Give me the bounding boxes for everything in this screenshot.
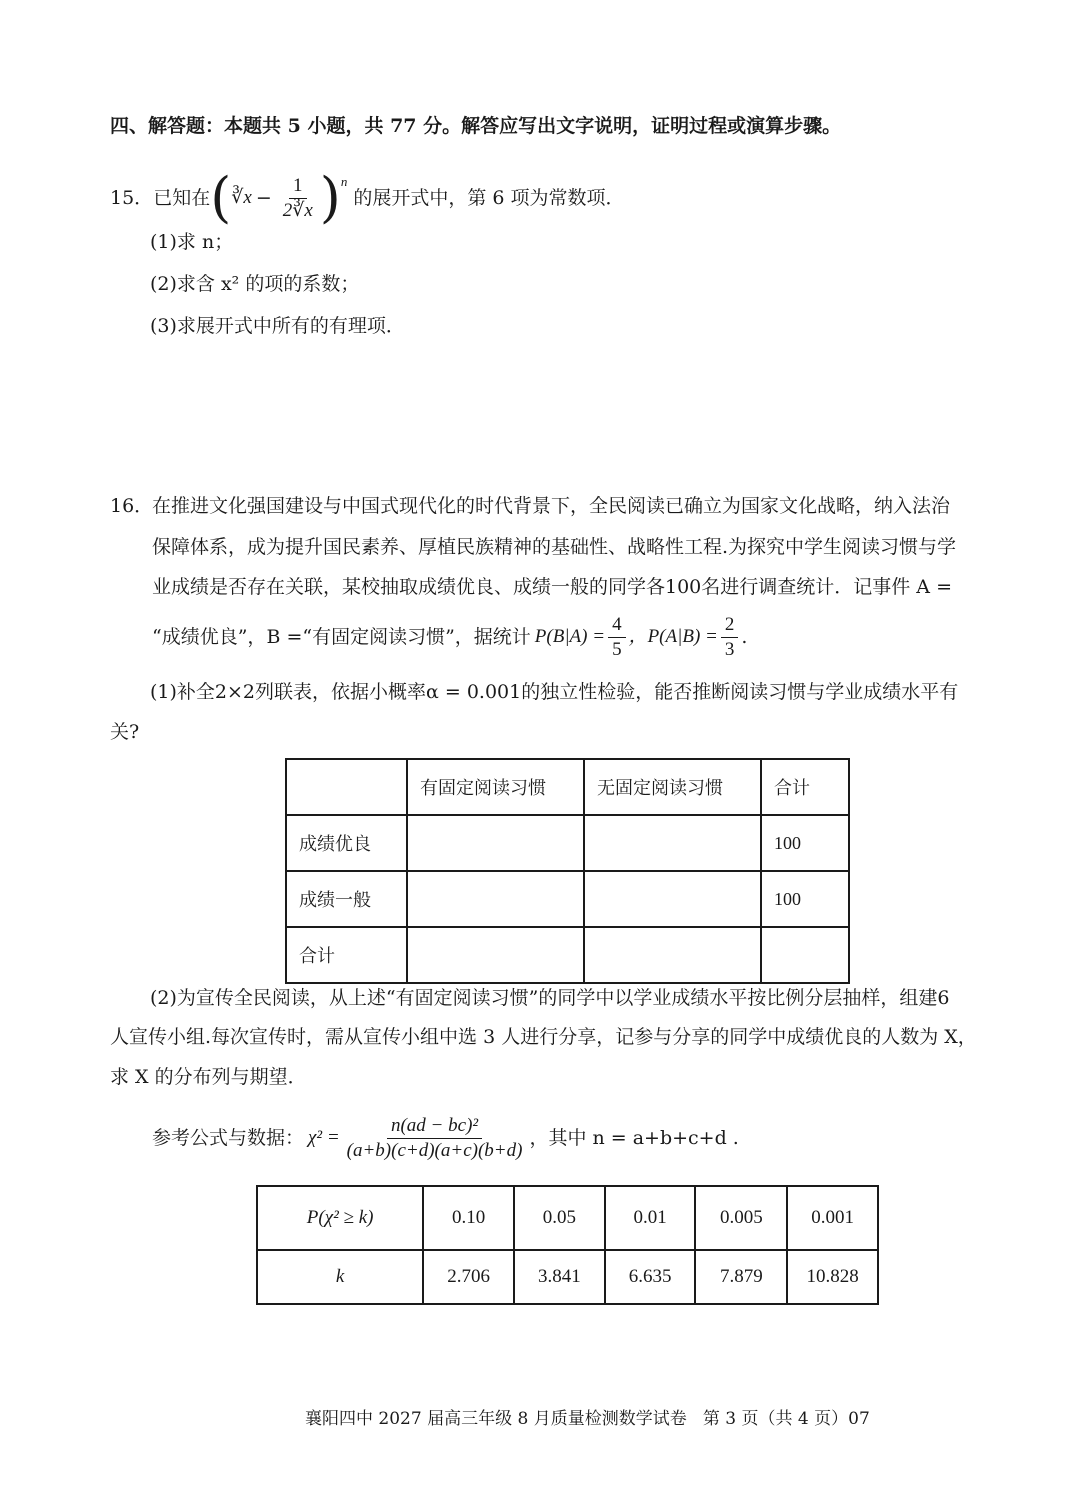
question-16-part-2-line-3: 求 X 的分布列与期望． (110, 1066, 307, 1088)
reference-formula (152, 1108, 739, 1168)
table-cell: 0.005 (695, 1186, 787, 1250)
fraction-denominator: 2∛x (282, 199, 313, 221)
prob-a-given-b-den: 3 (724, 638, 735, 660)
chi-row-label-k: k (257, 1250, 423, 1304)
prob-a-given-b-label: ，P(A|B) = (628, 626, 718, 647)
chi-row-label-probability: P(χ² ≥ k) (257, 1186, 423, 1250)
prob-a-given-b-fraction (721, 613, 739, 662)
table-cell-total (761, 927, 849, 983)
table-cell: 7.879 (695, 1250, 787, 1304)
formula-denominator: (a+b)(c+d)(a+c)(b+d) (346, 1139, 523, 1161)
formula-fraction (343, 1114, 527, 1163)
table-cell (584, 927, 761, 983)
contingency-table (285, 758, 850, 984)
formula-prefix: 参考公式与数据： (152, 1127, 305, 1149)
question-15-part-3: (3)求展开式中所有的有理项． (150, 315, 405, 337)
formula-tail: ，其中 n = a+b+c+d . (529, 1127, 739, 1149)
table-row (286, 927, 849, 983)
event-a-definition: “成绩优良”， (152, 626, 267, 648)
table-row (286, 815, 849, 871)
table-cell: 3.841 (514, 1250, 605, 1304)
question-16-line-1: 在推进文化强国建设与中国式现代化的时代背景下，全民阅读已确立为国家文化战略，纳入法治 (152, 495, 951, 517)
table-cell-total: 100 (761, 871, 849, 927)
table-cell (407, 871, 584, 927)
table-row-label: 成绩一般 (286, 871, 407, 927)
line-end-period: . (741, 626, 748, 648)
table-cell: 0.10 (423, 1186, 514, 1250)
question-15-stem: 15． 已知在 ( ∛x − $\frac{1}{2∛x}$ ) n 的展开式中，第 6 项为常数项． (110, 166, 625, 229)
question-16-part-1-line-1: (1)补全2×2列联表，依据小概率α = 0.001的独立性检验，能否推断阅读习惯与学业成绩水平有 (150, 681, 959, 703)
question-16-part-2-line-2: 人宣传小组.每次宣传时，需从宣传小组中选 3 人进行分享，记参与分享的同学中成绩优良的人数为 X， (110, 1026, 977, 1048)
expr-fraction (279, 174, 317, 223)
question-16-line-3: 业成绩是否存在关联，某校抽取成绩优良、成绩一般的同学各100名进行调查统计．记事件 A = (152, 576, 952, 598)
table-cell (407, 815, 584, 871)
prob-b-given-a-fraction (608, 613, 626, 662)
table-header-cell (286, 759, 407, 815)
prob-b-given-a-label: P(B|A) = (534, 626, 606, 647)
section-heading: 四、解答题：本题共 5 小题，共 77 分。解答应写出文字说明，证明过程或演算步骤。 (110, 115, 842, 137)
table-header-cell: 无固定阅读习惯 (584, 759, 761, 815)
event-b-definition: B =“有固定阅读习惯”，据统计 (266, 626, 531, 648)
chi-square-table (256, 1185, 879, 1305)
table-cell: 6.635 (605, 1250, 696, 1304)
question-16-part-2-line-1: (2)为宣传全民阅读，从上述“有固定阅读习惯”的同学中以学业成绩水平按比例分层抽样，组建6 (150, 987, 950, 1009)
table-header-cell: 有固定阅读习惯 (407, 759, 584, 815)
formula-numerator: n(ad − bc)² (387, 1114, 482, 1139)
question-15-tail: 的展开式中，第 6 项为常数项． (353, 187, 625, 209)
table-cell: 0.01 (605, 1186, 696, 1250)
prob-a-given-b-num: 2 (721, 613, 739, 638)
table-cell (584, 871, 761, 927)
table-cell-total: 100 (761, 815, 849, 871)
question-15-part-2: (2)求含 x² 的项的系数； (150, 273, 360, 295)
question-15-intro: 已知在 (153, 187, 211, 209)
question-16-line-2: 保障体系，成为提升国民素养、厚植民族精神的基础性、战略性工程.为探究中学生阅读习惯与学 (152, 536, 957, 558)
expr-exponent: n (340, 174, 348, 189)
table-row-label: 合计 (286, 927, 407, 983)
formula-lhs: χ² = (308, 1127, 340, 1148)
table-cell: 2.706 (423, 1250, 514, 1304)
table-row (286, 871, 849, 927)
prob-b-given-a-num: 4 (608, 613, 626, 638)
table-row-label: 成绩优良 (286, 815, 407, 871)
expr-minus: − (255, 187, 272, 209)
question-15-part-1: (1)求 n； (150, 231, 234, 253)
table-row (257, 1186, 878, 1250)
table-cell (407, 927, 584, 983)
expr-root-x: ∛x (231, 187, 252, 208)
table-cell: 0.05 (514, 1186, 605, 1250)
table-header-cell: 合计 (761, 759, 849, 815)
table-cell: 10.828 (787, 1250, 878, 1304)
question-16-part-1-line-2: 关? (110, 721, 140, 743)
table-cell (584, 815, 761, 871)
question-16-number: 16． (110, 495, 154, 517)
table-header-row (286, 759, 849, 815)
page-footer: 襄阳四中 2027 届高三年级 8 月质量检测数学试卷 第 3 页（共 4 页）07 (305, 1409, 870, 1429)
table-cell: 0.001 (787, 1186, 878, 1250)
fraction-numerator: 1 (289, 174, 307, 199)
question-15-number: 15． (110, 187, 154, 209)
question-16-line-4 (152, 608, 747, 666)
prob-b-given-a-den: 5 (612, 638, 622, 660)
table-row (257, 1250, 878, 1304)
